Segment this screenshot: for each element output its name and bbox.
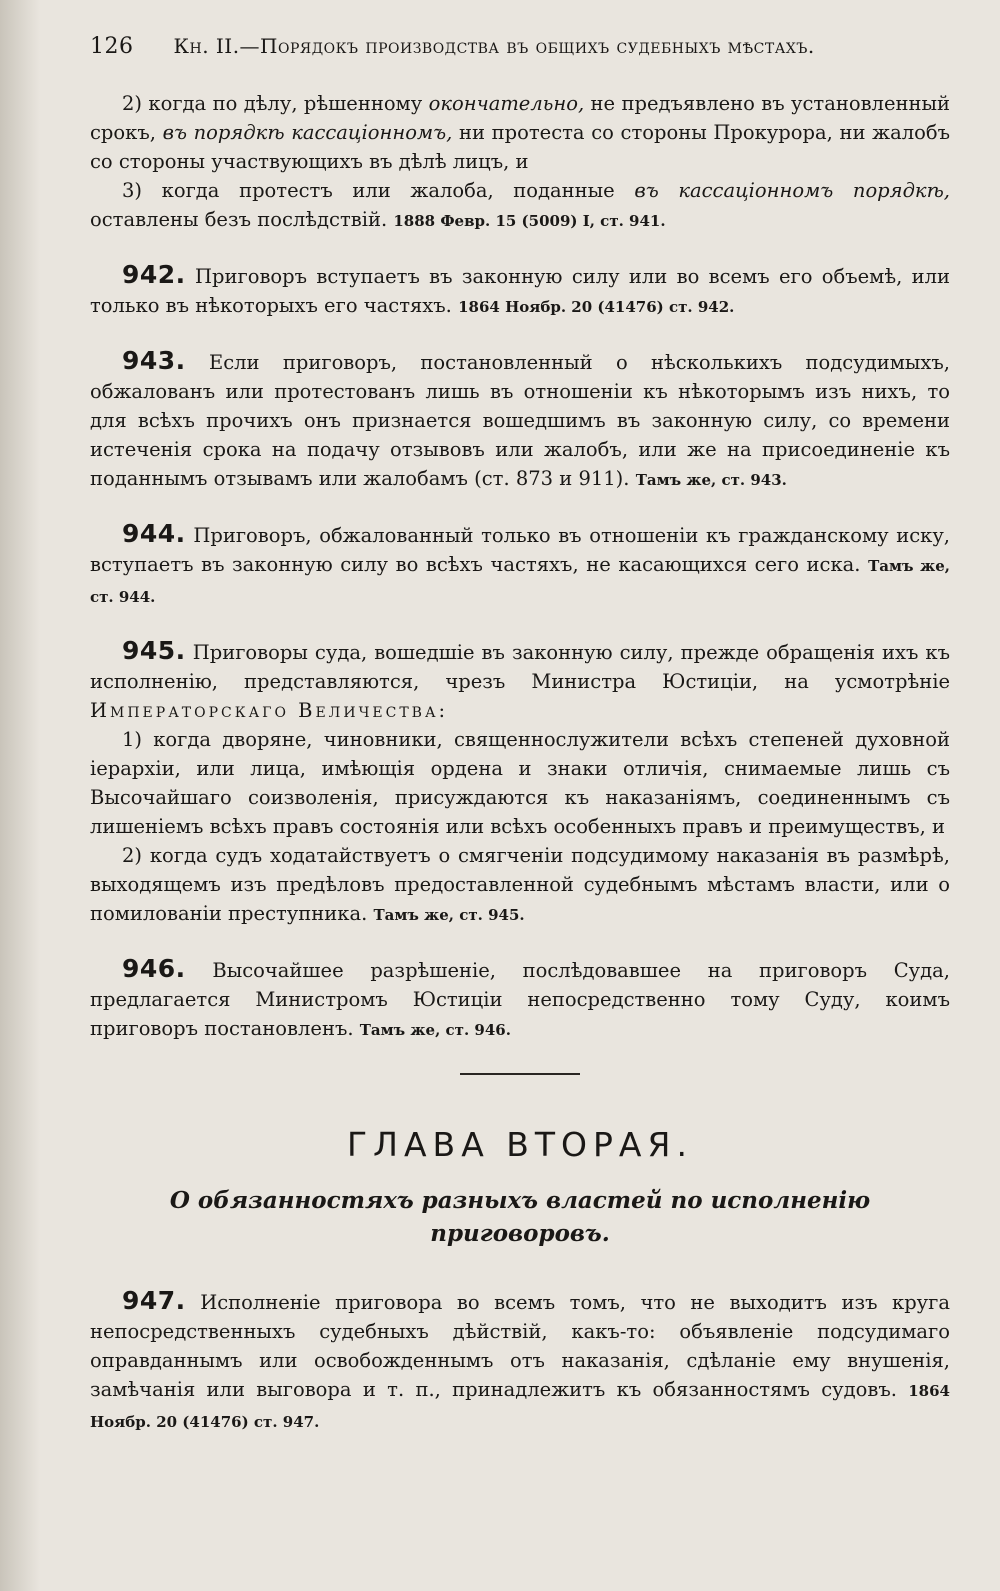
article-947 — [90, 1286, 950, 1437]
article-943 — [90, 346, 950, 495]
article-number: 946. — [122, 954, 186, 983]
section-divider — [460, 1073, 580, 1075]
body-text: оставлены безъ послѣдствій. — [90, 208, 394, 231]
article-paragraph — [90, 260, 950, 322]
article-number: 942. — [122, 260, 186, 289]
legal-reference: Тамъ же, ст. 944. — [90, 557, 950, 606]
chapter-subtitle: О обязанностяхъ разныхъ властей по исполненію приговоровъ. — [169, 1187, 871, 1247]
legal-reference: 1864 Ноябр. 20 (41476) ст. 942. — [458, 298, 735, 316]
article-number: 945. — [122, 636, 186, 665]
page-number: 126 — [90, 34, 134, 59]
article-number: 947. — [122, 1286, 186, 1315]
article-paragraph — [90, 519, 950, 612]
legal-reference: Тамъ же, ст. 943. — [635, 471, 787, 489]
spaced-title: Императорскаго Величества: — [90, 699, 449, 722]
article-paragraph — [90, 89, 950, 176]
article-paragraph — [90, 346, 950, 495]
article-paragraph — [90, 841, 950, 930]
article-944 — [90, 519, 950, 612]
legal-reference: Тамъ же, ст. 946. — [359, 1021, 511, 1039]
body-text: Высочайшее разрѣшеніе, послѣдовавшее на приговоръ Суда, предлагается Министромъ Юстиціи непосредственно тому Суду, коимъ приговоръ постановленъ. — [90, 959, 950, 1040]
article-paragraph — [90, 176, 950, 236]
body-text: 2) когда по дѣлу, рѣшенному — [122, 92, 429, 115]
article-number: 944. — [122, 519, 186, 548]
articles-section-after — [90, 1286, 950, 1437]
article-paragraph — [90, 1286, 950, 1437]
running-head — [90, 34, 950, 59]
legal-reference: 1888 Февр. 15 (5009) I, ст. 941. — [393, 212, 666, 230]
legal-reference: 1864 Ноябр. 20 (41476) ст. 947. — [90, 1382, 950, 1431]
article-946 — [90, 954, 950, 1045]
body-text: Приговоры суда, вошедшіе въ законную силу, прежде обращенія ихъ къ исполненію, представляются, чрезъ Министра Юстиціи, на усмотрѣніе — [90, 641, 951, 693]
emphasis-text: въ порядкѣ кассаціонномъ, — [162, 121, 453, 144]
body-text: Приговоръ вступаетъ въ законную силу или во всемъ его объемѣ, или только въ нѣкоторыхъ его частяхъ. — [90, 265, 950, 317]
article-paragraph — [90, 725, 950, 841]
body-text: Если приговоръ, постановленный о нѣсколькихъ подсудимыхъ, обжалованъ или протестованъ лишь въ отношеніи къ нѣкоторымъ изъ нихъ, то для всѣхъ прочихъ онъ признается вошедшимъ въ законную силу, со времени истеченія срока на подачу отзывовъ или жалобъ, или же на присоединеніе къ поданнымъ отзывамъ или жалобамъ (ст. 873 и 911). — [90, 351, 950, 490]
spine-shadow — [0, 0, 40, 1591]
chapter-title: ГЛАВА ВТОРАЯ. — [347, 1125, 693, 1164]
body-text: Приговоръ, обжалованный только въ отношеніи къ гражданскому иску, вступаетъ въ законную силу во всѣхъ частяхъ, не касающихся сего иска. — [90, 524, 951, 576]
article-942 — [90, 260, 950, 322]
emphasis-text: въ кассаціонномъ порядкѣ, — [634, 179, 950, 202]
body-text: Исполненіе приговора во всемъ томъ, что не выходитъ изъ круга непосредственныхъ судебныхъ дѣйствій, какъ-то: объявленіе подсудимаго оправданнымъ или освобожденнымъ отъ наказанія, сдѣланіе ему внушенія, замѣчанія или выговора и т. п., принадлежитъ къ обязанностямъ судовъ. — [90, 1291, 950, 1401]
article-945 — [90, 636, 950, 930]
body-text: не предъявлено въ установленный срокъ, — [90, 92, 950, 144]
body-text: ни протеста со стороны Прокурора, ни жалобъ со стороны участвующихъ въ дѣлѣ лицъ, и — [90, 121, 950, 173]
body-text: 3) когда протестъ или жалоба, поданные — [122, 179, 635, 202]
body-text: 1) когда дворяне, чиновники, священнослужители всѣхъ степеней духовной іерархіи, или лица, имѣющія ордена и знаки отличія, снимаемые лишь съ Высочайшаго соизволенія, присуждаются къ наказаніямъ, соединеннымъ съ лишеніемъ всѣхъ правъ состоянія или всѣхъ особенныхъ правъ и преимуществъ, и — [90, 728, 950, 838]
running-title: Кн. II.—Порядокъ производства въ общихъ судебныхъ мѣстахъ. — [173, 34, 815, 58]
article-paragraph — [90, 954, 950, 1045]
body-text: 2) когда судъ ходатайствуетъ о смягченіи подсудимому наказанія въ размѣрѣ, выходящемъ изъ предѣловъ предоставленной судебнымъ мѣстамъ власти, или о помилованіи преступника. — [90, 844, 950, 925]
emphasis-text: окончательно, — [428, 92, 585, 115]
articles-section — [90, 89, 950, 1045]
article-paragraph — [90, 636, 950, 725]
legal-reference: Тамъ же, ст. 945. — [373, 906, 525, 924]
article-number: 943. — [122, 346, 186, 375]
article-continuation — [90, 89, 950, 236]
